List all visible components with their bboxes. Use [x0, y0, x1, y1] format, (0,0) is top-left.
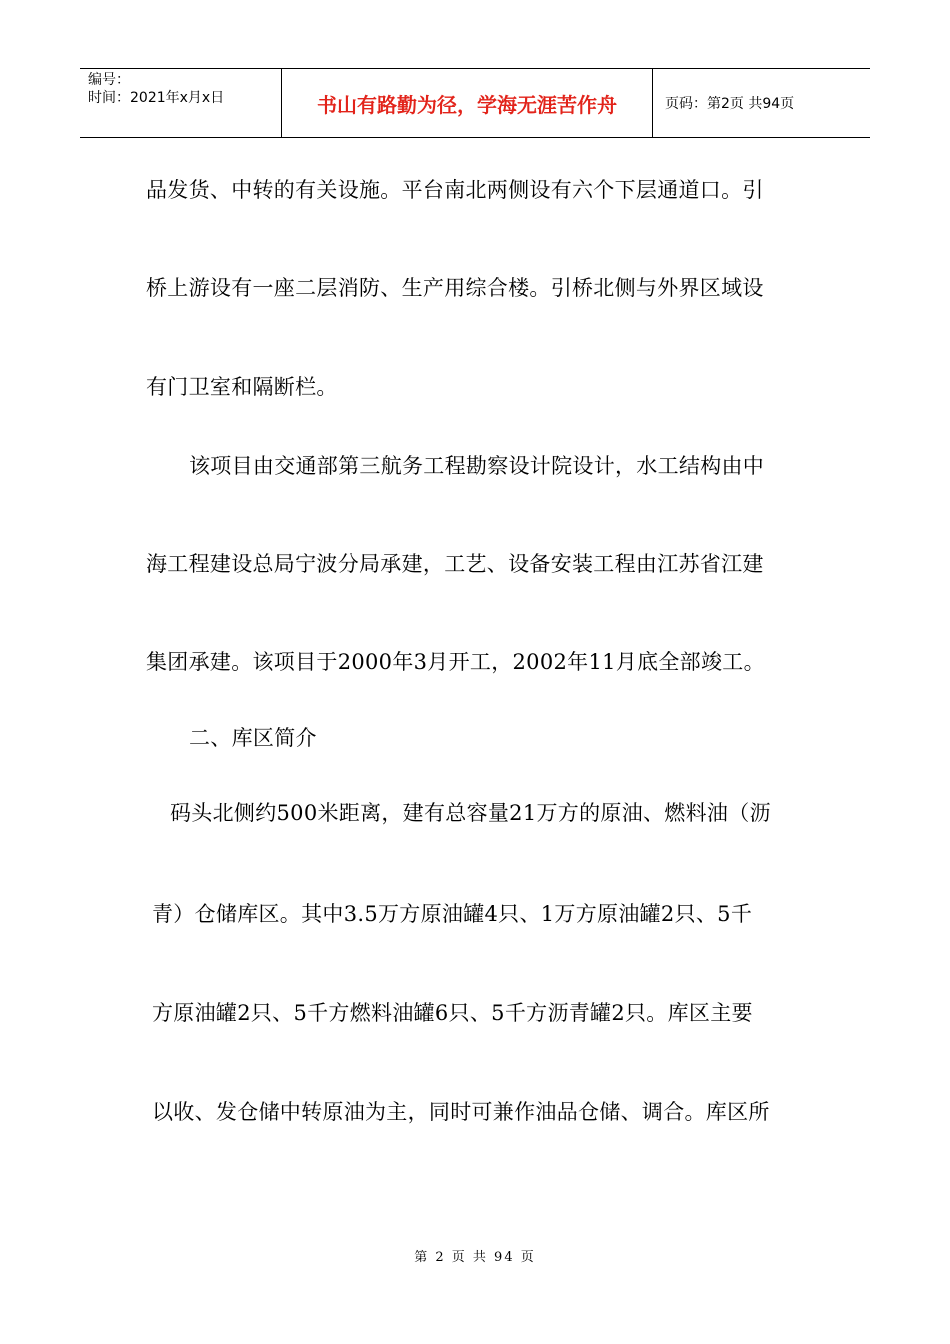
header-page-info: 页码：第2页 共94页	[665, 96, 795, 112]
body-line: 品发货、中转的有关设施。平台南北两侧设有六个下层通道口。引	[146, 178, 764, 202]
body-line: 方原油罐2只、5千方燃料油罐6只、5千方沥青罐2只。库区主要	[152, 1001, 753, 1025]
document-number: 编号：	[88, 72, 130, 88]
body-line: 码头北侧约500米距离，建有总容量21万方的原油、燃料油（沥	[170, 801, 771, 825]
body-line: 集团承建。该项目于2000年3月开工，2002年11月底全部竣工。	[146, 650, 765, 674]
body-line: 该项目由交通部第三航务工程勘察设计院设计，水工结构由中	[189, 454, 765, 478]
page-header	[80, 68, 870, 138]
header-motto: 书山有路勤为径，学海无涯苦作舟	[282, 69, 653, 137]
document-date: 时间：2021年x月x日	[88, 90, 225, 106]
body-line: 以收、发仓储中转原油为主，同时可兼作油品仓储、调合。库区所	[152, 1100, 770, 1124]
section-heading: 二、库区简介	[189, 726, 317, 750]
body-line: 海工程建设总局宁波分局承建，工艺、设备安装工程由江苏省江建	[146, 552, 764, 576]
body-line: 青）仓储库区。其中3.5万方原油罐4只、1万方原油罐2只、5千	[152, 902, 753, 926]
header-meta	[80, 69, 282, 137]
body-line: 桥上游设有一座二层消防、生产用综合楼。引桥北侧与外界区域设	[146, 276, 764, 300]
page-footer: 第 2 页 共 94 页	[414, 1250, 536, 1265]
body-line: 有门卫室和隔断栏。	[146, 375, 338, 399]
